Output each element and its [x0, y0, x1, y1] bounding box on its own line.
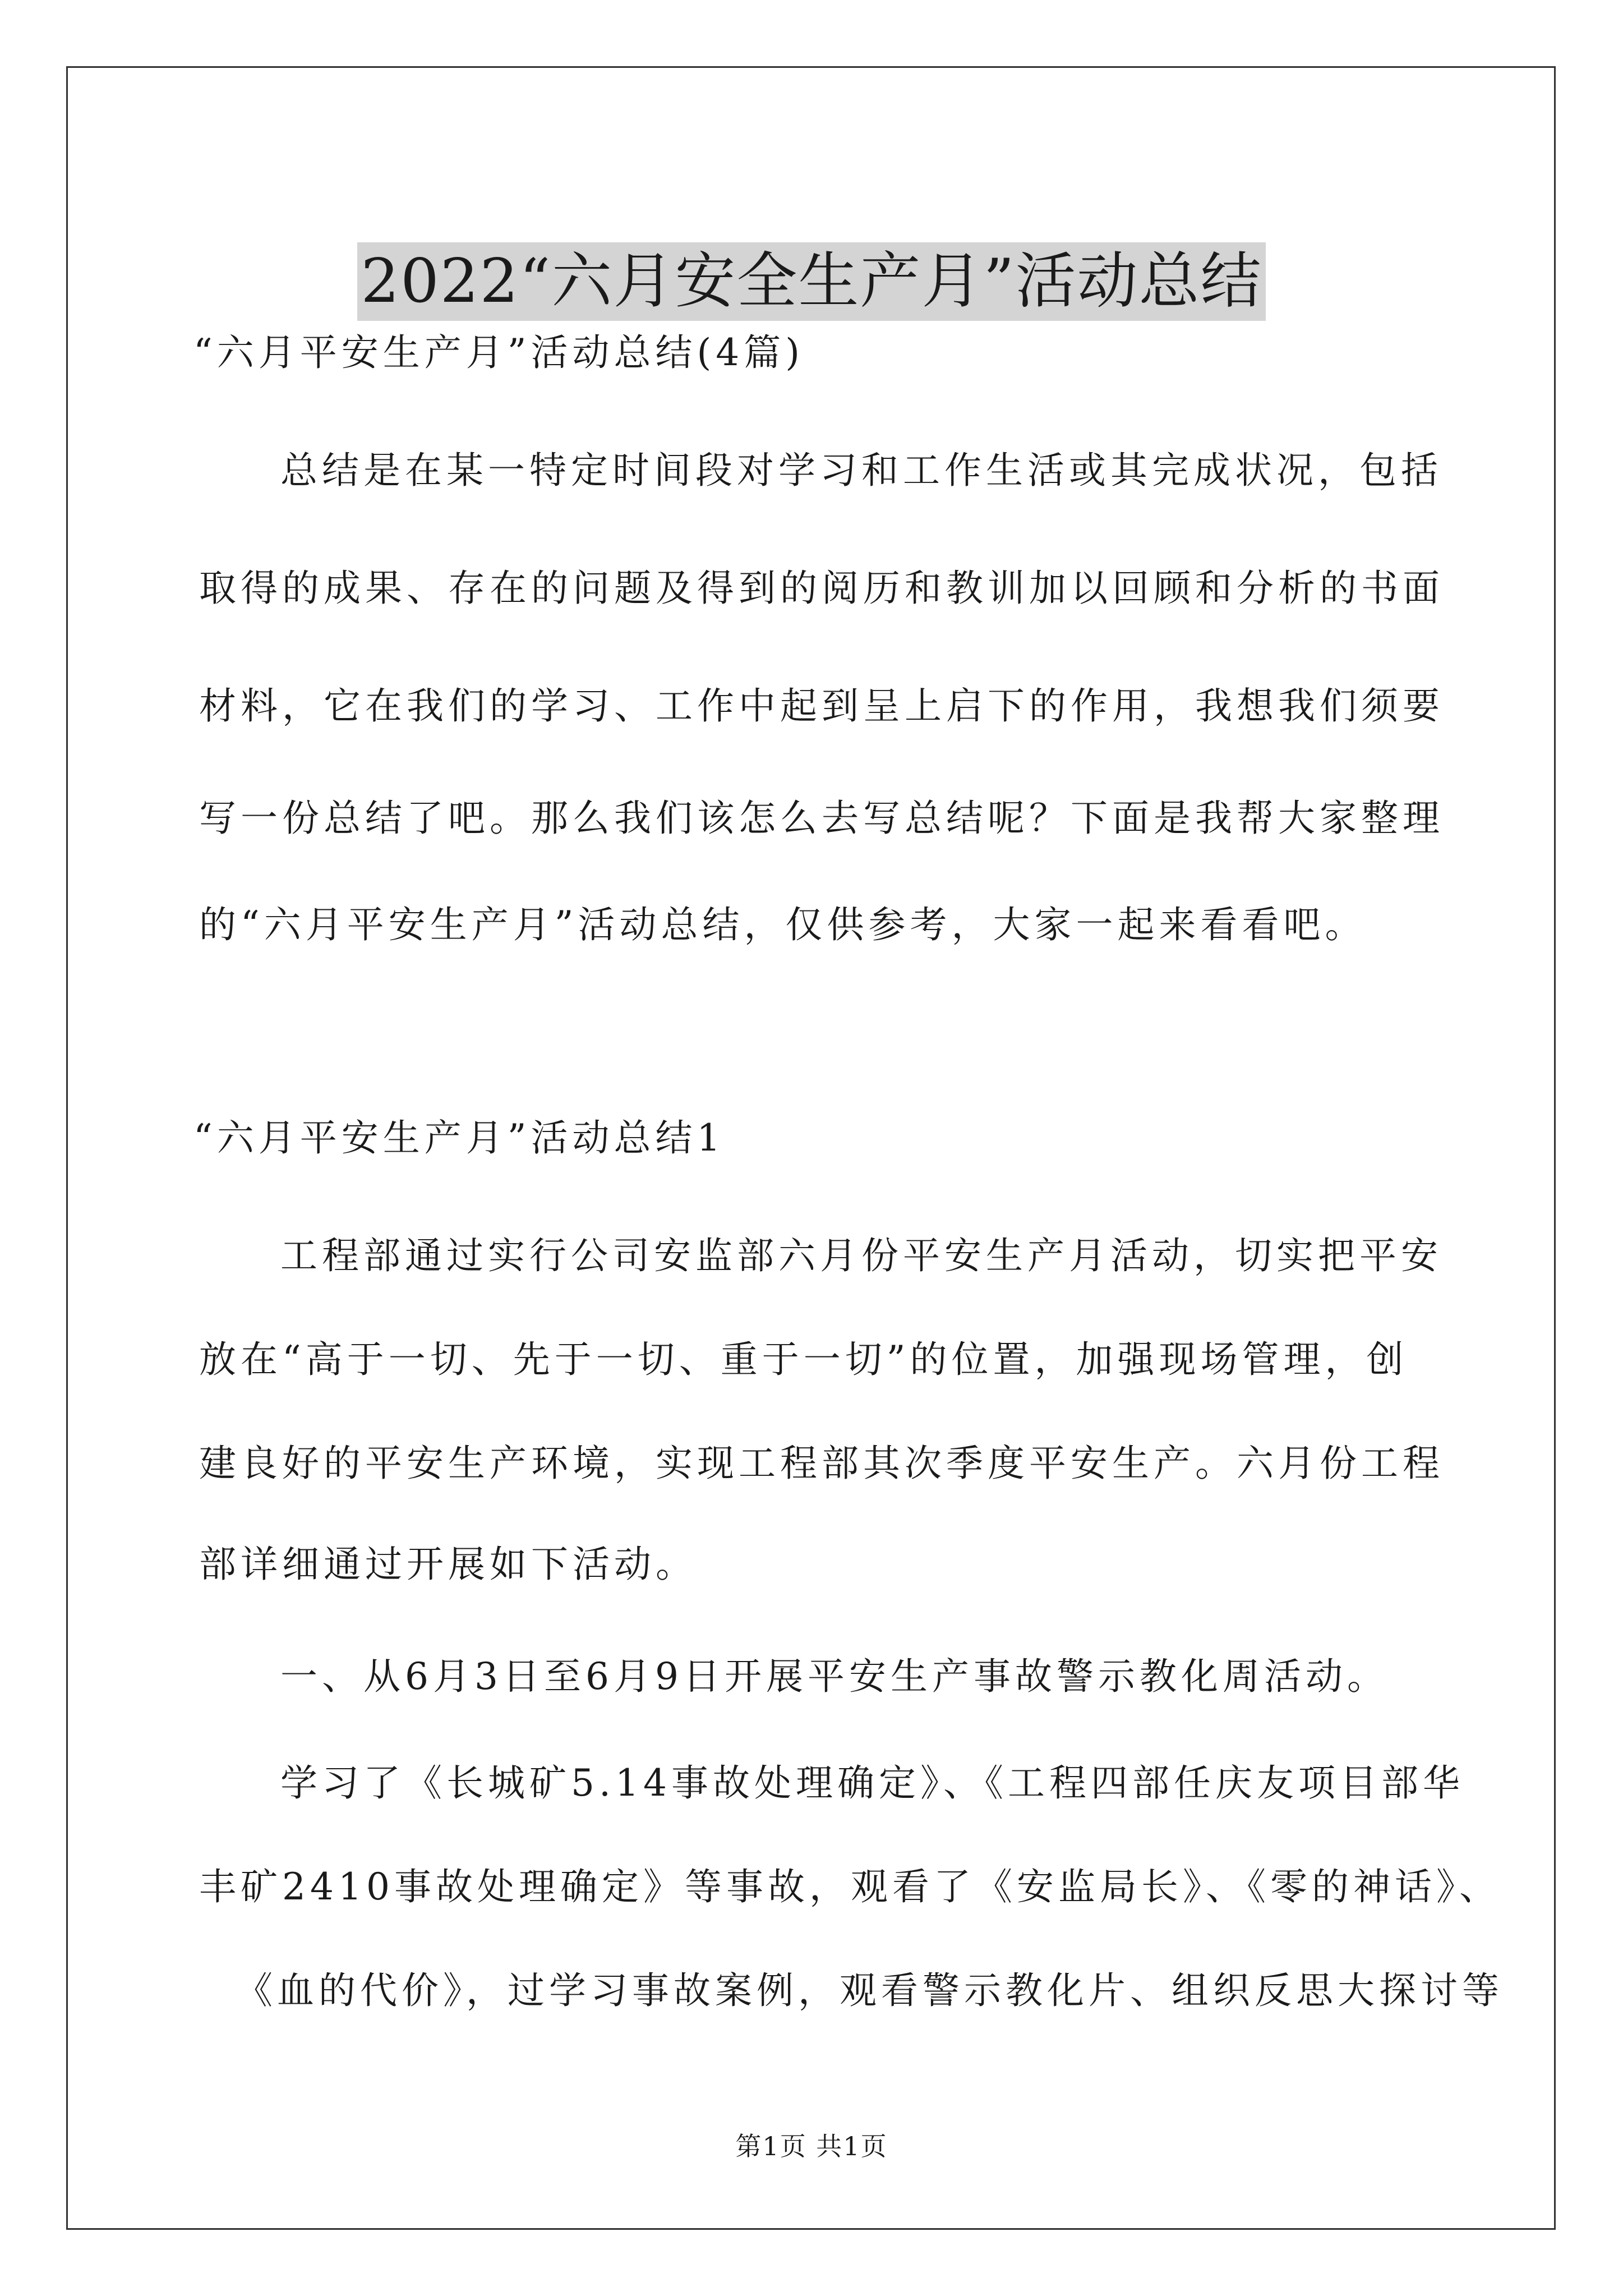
paragraph-line: 总结是在某一特定时间段对学习和工作生活或其完成状况，包括 [280, 449, 1442, 492]
paragraph-line: 写一份总结了吧。那么我们该怎么去写总结呢？下面是我帮大家整理 [199, 797, 1444, 840]
document-title: 2022“六月安全生产月”活动总结 [357, 242, 1265, 321]
paragraph-line: 部详细通过开展如下活动。 [199, 1543, 697, 1586]
paragraph-line: 一、从6月3日至6月9日开展平安生产事故警示教化周活动。 [280, 1655, 1389, 1698]
section-heading-1: “六月平安生产月”活动总结1 [193, 1116, 725, 1159]
paragraph-line: 丰矿2410事故处理确定》等事故，观看了《安监局长》、《零的神话》、 [199, 1865, 1501, 1908]
section-heading-overview: “六月平安生产月”活动总结(4篇) [193, 331, 804, 374]
paragraph-line: 学习了《长城矿5.14事故处理确定》、《工程四部任庆友项目部华 [280, 1761, 1464, 1805]
paragraph-line: 的“六月平安生产月”活动总结，仅供参考，大家一起来看看吧。 [199, 903, 1367, 946]
paragraph-line: 放在“高于一切、先于一切、重于一切”的位置，加强现场管理，创 [199, 1338, 1408, 1381]
paragraph-line: 《血的代价》，过学习事故案例，观看警示教化片、组织反思大探讨等 [236, 1969, 1504, 2012]
paragraph-line: 取得的成果、存在的问题及得到的阅历和教训加以回顾和分析的书面 [199, 567, 1444, 610]
paragraph-line: 建良好的平安生产环境，实现工程部其次季度平安生产。六月份工程 [199, 1442, 1444, 1485]
paragraph-line: 材料，它在我们的学习、工作中起到呈上启下的作用，我想我们须要 [199, 684, 1444, 728]
paragraph-line: 工程部通过实行公司安监部六月份平安生产月活动，切实把平安 [280, 1234, 1442, 1277]
page-footer: 第1页 共1页 [735, 2131, 888, 2161]
